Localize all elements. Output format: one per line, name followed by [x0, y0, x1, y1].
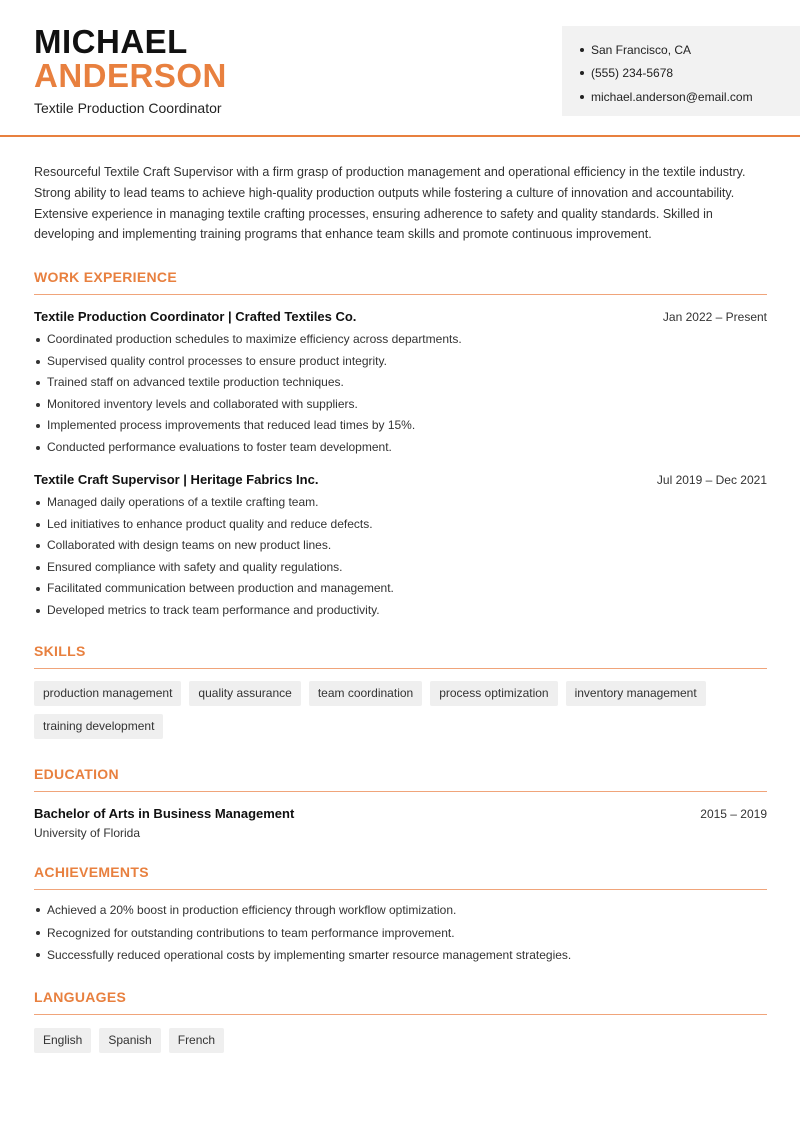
location-text: San Francisco, CA — [591, 42, 692, 57]
last-name: ANDERSON — [34, 57, 227, 94]
list-item: Facilitated communication between production and management. — [34, 578, 767, 600]
list-item: Collaborated with design teams on new product lines. — [34, 535, 767, 557]
section-title-education: EDUCATION — [34, 766, 767, 792]
degree-name: Bachelor of Arts in Business Management — [34, 806, 295, 822]
work-experience-section — [34, 269, 767, 621]
languages-section — [34, 989, 767, 1053]
section-title-achievements: ACHIEVEMENTS — [34, 864, 767, 890]
list-item: Managed daily operations of a textile crafting team. — [34, 492, 767, 514]
contact-phone — [580, 62, 800, 86]
skill-tag: process optimization — [430, 681, 557, 706]
achievements-list — [34, 899, 767, 967]
list-item: Coordinated production schedules to maximize efficiency across departments. — [34, 329, 767, 351]
list-item: Developed metrics to track team performance and productivity. — [34, 600, 767, 622]
list-item: Conducted performance evaluations to foster team development. — [34, 437, 767, 459]
email-text: michael.anderson@email.com — [591, 89, 753, 104]
skill-tag: training development — [34, 714, 163, 739]
list-item: Ensured compliance with safety and quality regulations. — [34, 557, 767, 579]
contact-box — [562, 26, 800, 116]
job-title: Textile Production Coordinator — [34, 100, 222, 116]
language-tag: English — [34, 1028, 91, 1053]
list-item: Achieved a 20% boost in production efficiency through workflow optimization. — [34, 899, 767, 922]
job-dates: Jan 2022 – Present — [662, 310, 767, 325]
job-entry — [34, 472, 767, 621]
bullet-icon — [580, 95, 584, 99]
header-divider — [0, 135, 800, 137]
section-title-languages: LANGUAGES — [34, 989, 767, 1015]
education-dates: 2015 – 2019 — [700, 807, 767, 822]
bullet-icon — [580, 48, 584, 52]
contact-email — [580, 85, 800, 109]
achievements-section — [34, 864, 767, 967]
job-bullets — [34, 329, 767, 458]
job-entry — [34, 309, 767, 458]
languages-list — [34, 1028, 767, 1053]
language-tag: Spanish — [99, 1028, 160, 1053]
skill-tag: inventory management — [566, 681, 706, 706]
contact-location — [580, 38, 800, 62]
job-header — [34, 472, 767, 487]
language-tag: French — [169, 1028, 224, 1053]
list-item: Led initiatives to enhance product quality and reduce defects. — [34, 514, 767, 536]
skill-tag: team coordination — [309, 681, 422, 706]
job-name: Textile Production Coordinator | Crafted Textiles Co. — [34, 309, 357, 325]
first-name: MICHAEL — [34, 23, 188, 60]
resume-body — [34, 162, 767, 1053]
list-item: Recognized for outstanding contributions to team performance improvement. — [34, 922, 767, 945]
school-name: University of Florida — [34, 826, 141, 841]
phone-text: (555) 234-5678 — [591, 66, 674, 81]
skills-list — [34, 681, 767, 739]
bullet-icon — [580, 71, 584, 75]
list-item: Supervised quality control processes to ensure product integrity. — [34, 351, 767, 373]
job-bullets — [34, 492, 767, 621]
education-entry — [34, 806, 767, 840]
education-header — [34, 806, 767, 821]
summary-paragraph: Resourceful Textile Craft Supervisor with a firm grasp of production management and operational efficiency in the textile industry. Strong ability to lead teams to achieve high-quality production outputs while fostering a culture of innovation and accountability. Extensive experience in managing textile crafting processes, ensuring adherence to safety and quality standards. Skilled in developing and implementing training programs that enhance team skills and promote continuous improvement. — [34, 165, 746, 242]
job-name: Textile Craft Supervisor | Heritage Fabrics Inc. — [34, 472, 319, 488]
job-dates: Jul 2019 – Dec 2021 — [656, 473, 767, 488]
section-title-skills: SKILLS — [34, 643, 767, 669]
job-header — [34, 309, 767, 324]
list-item: Monitored inventory levels and collaborated with suppliers. — [34, 394, 767, 416]
skill-tag: quality assurance — [189, 681, 300, 706]
list-item: Implemented process improvements that reduced lead times by 15%. — [34, 415, 767, 437]
list-item: Successfully reduced operational costs by implementing smarter resource management strategies. — [34, 944, 767, 967]
resume-header — [0, 0, 800, 138]
skill-tag: production management — [34, 681, 181, 706]
education-section — [34, 766, 767, 840]
section-title-work: WORK EXPERIENCE — [34, 269, 767, 295]
list-item: Trained staff on advanced textile production techniques. — [34, 372, 767, 394]
skills-section — [34, 643, 767, 739]
